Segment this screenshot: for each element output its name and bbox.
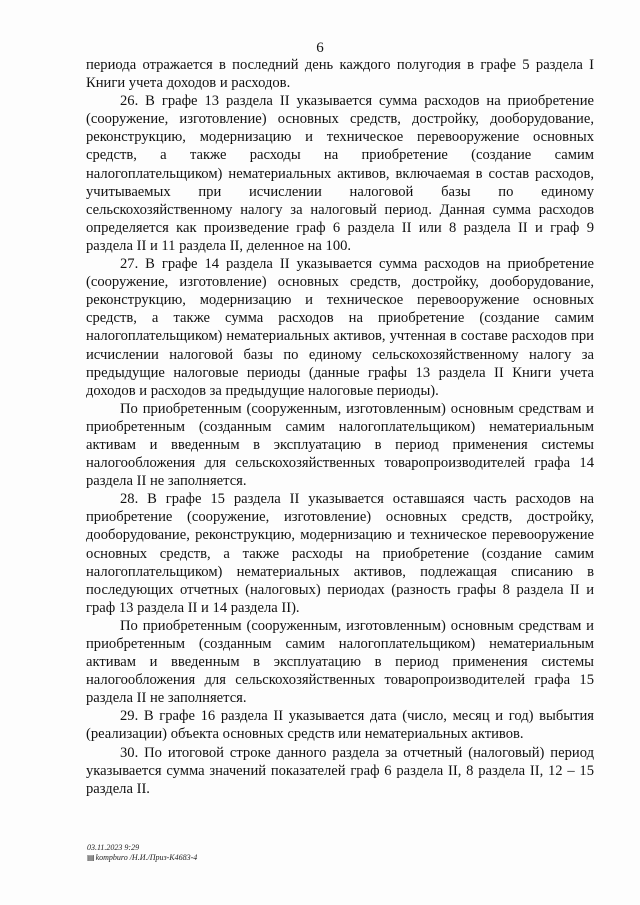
document-footer (87, 843, 197, 863)
document-icon: ▤ (87, 853, 95, 862)
page-number: 6 (316, 40, 324, 56)
footer-date: 03.11.2023 9:29 (87, 843, 140, 852)
paragraph-continuation: периода отражается в последний день каждого полугодия в графе 5 раздела I Книги учета доходов и расходов. (86, 57, 594, 92)
footer-path-row (87, 853, 197, 863)
paragraph-item-26: 26. В графе 13 раздела II указывается сумма расходов на приобретение (сооружение, изготовление) основных средств, достройку, дооборудование, реконструкцию, модернизацию и техническое перевооружение основных средств, а также расходы на приобретение (создание самим налогоплательщиком) нематериальных активов, включаемая в состав расходов, учитываемых при исчислении налоговой базы по единому сельскохозяйственному налогу за налоговый период. Данная сумма расходов определяется как произведение граф 6 раздела II или 8 раздела II и граф 9 раздела II и 11 раздела II, деленное на 100. (86, 93, 594, 254)
paragraph-item-30: 30. По итоговой строке данного раздела за отчетный (налоговый) период указывается сумма значений показателей граф 6 раздела II, 8 раздела II, 12 – 15 раздела II. (86, 744, 594, 797)
paragraph-item-27: 27. В графе 14 раздела II указывается сумма расходов на приобретение (сооружение, изготовление) основных средств, достройку, дооборудование, реконструкцию, модернизацию и техническое перевооружение основных средств, а также сумма расходов на приобретение (создание самим налогоплательщиком) нематериальных активов, учтенная в составе расходов при исчислении налоговой базы по единому сельскохозяйственному налогу за предыдущие налоговые периоды (данные графы 13 раздела II Книги учета доходов и расходов за предыдущие налоговые периоды). (86, 256, 594, 399)
paragraph-note-graph-14: По приобретенным (сооруженным, изготовленным) основным средствам и приобретенным (созданным самим налогоплательщиком) нематериальным активам и введенным в эксплуатацию в период применения системы налогообложения для сельскохозяйственных товаропроизводителей графа 14 раздела II не заполняется. (86, 400, 594, 490)
footer-path: kompburo /Н.И./Приз-К4683-4 (95, 853, 198, 862)
document-body (86, 56, 594, 798)
paragraph-item-29: 29. В графе 16 раздела II указывается дата (число, месяц и год) выбытия (реализации) объекта основных средств или нематериальных активов. (86, 708, 594, 743)
paragraph-item-28: 28. В графе 15 раздела II указывается оставшаяся часть расходов на приобретение (сооружение, изготовление) основных средств, достройку, дооборудование, реконструкцию, модернизацию и техническое перевооружение основных средств, а также расходы на приобретение (создание самим налогоплательщиком) нематериальных активов, подлежащая списанию в последующих отчетных (налоговых) периодах (разность графы 8 раздела II и граф 13 раздела II и 14 раздела II). (86, 491, 594, 616)
paragraph-note-graph-15: По приобретенным (сооруженным, изготовленным) основным средствам и приобретенным (созданным самим налогоплательщиком) нематериальным активам и введенным в эксплуатацию в период применения системы налогообложения для сельскохозяйственных товаропроизводителей графа 15 раздела II не заполняется. (86, 617, 594, 707)
